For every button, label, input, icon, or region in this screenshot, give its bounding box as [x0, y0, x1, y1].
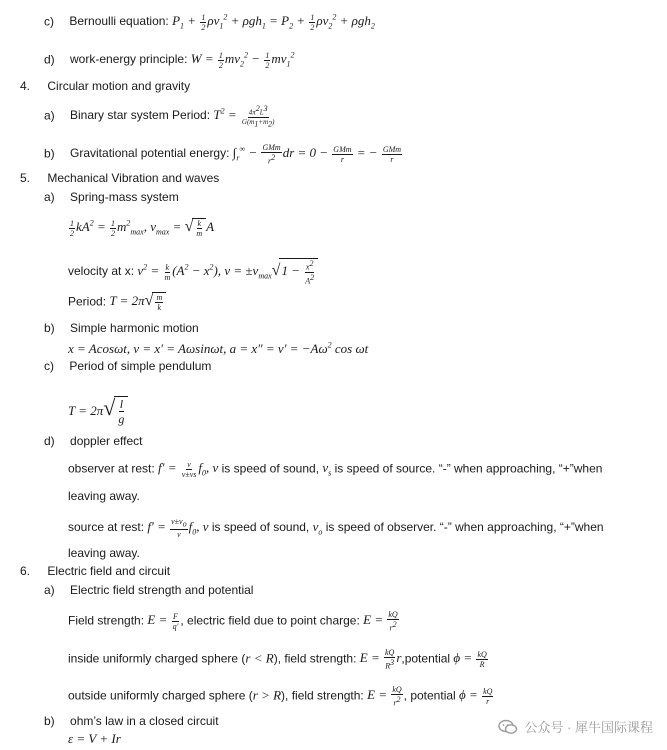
list-marker: a) [44, 583, 55, 597]
doppler-source-line [68, 517, 604, 540]
section-title: Circular motion and gravity [47, 79, 191, 93]
item-5a [44, 189, 179, 205]
field-equation: E = $\frac{F}{q'}$ [147, 611, 179, 631]
field-label: Field strength: [68, 613, 145, 628]
item-label: Spring-mass system [70, 190, 179, 204]
source-text: is speed of sound, [211, 519, 310, 534]
velocity-label: velocity at x: [68, 264, 135, 279]
list-marker: b) [44, 714, 55, 728]
observer-equation: f′ = $\frac{v}{v\pm vs}$ $f_0$, v [158, 460, 219, 479]
section-number: 5. [20, 171, 31, 185]
source-text: is speed of observer. “-” when approaching, “+”when [325, 519, 604, 534]
item-label: work-energy principle: [70, 52, 188, 67]
item-label: Electric field strength and potential [70, 583, 254, 597]
field-text: , electric field due to point charge: [180, 613, 360, 628]
source-continuation: leaving away. [68, 546, 140, 560]
outside-text: outside uniformly charged sphere ( [68, 688, 253, 703]
velocity-line [68, 258, 318, 285]
item-label: Simple harmonic motion [70, 321, 199, 335]
item-5c [44, 358, 211, 374]
item-3c [44, 10, 375, 35]
period-label: Period: [68, 294, 107, 309]
item-label: Binary star system Period: [70, 108, 211, 123]
section-4-heading [20, 78, 190, 94]
wechat-icon [498, 719, 518, 735]
item-6b [44, 713, 219, 729]
section-title: Electric field and circuit [47, 564, 171, 578]
observer-continuation: leaving away. [68, 489, 140, 503]
inside-text: ), field strength: [273, 651, 357, 666]
spring-energy-equation: $\frac{1}{2}$ $kA^2$ = $\frac{1}{2}$ $m^2_{max}$, $v_{max}$ = √ $\frac{k}{m}$ A [70, 218, 215, 238]
source-equation: f′ = $\frac{v\pm v_o}{v}$ $f_0$, v [147, 517, 209, 539]
outside-potential-equation: ϕ = $\frac{kQ}{r}$ [459, 686, 493, 706]
observer-text: is speed of source. “-” when approaching, “+”when [334, 461, 603, 476]
list-marker: b) [44, 146, 55, 161]
binary-star-period-equation: $T^2$ = $\frac{4\pi^2L^3}{G(m_1+m_2)}$ [213, 104, 275, 129]
list-marker: c) [44, 14, 54, 29]
item-label: ohm’s law in a closed circuit [70, 714, 219, 728]
observer-text: is speed of sound, [221, 461, 320, 476]
item-5b [44, 320, 199, 336]
vs-symbol: $v_s$ [322, 460, 332, 479]
item-label: Gravitational potential energy: [70, 146, 230, 161]
bernoulli-equation: $P_1$ + $\frac{1}{2}$ $\rho v_1^2 + \rho gh_1 = P_2$ + $\frac{1}{2}$ $\rho v_2^2 + \rho gh_2$ [172, 12, 375, 32]
period-equation: T = 2π√ $\frac{m}{k}$ [109, 293, 166, 308]
watermark-text: 公众号 · 犀牛国际课程 [524, 720, 653, 735]
inside-potential-equation: ϕ = $\frac{kQ}{R}$ [453, 649, 487, 669]
field-strength-line [68, 610, 400, 633]
item-5d [44, 433, 143, 449]
list-marker: d) [44, 52, 55, 67]
inside-sphere-line: inside uniformly charged sphere (r < R), field strength: E = $\frac{kQ}{R^3}$ r,potential ϕ = $\frac{kQ}{R}$ [68, 648, 487, 671]
gravitational-potential-equation: $\int_r^\infty$ − $\frac{\text{GMm}}{r^2}$ dr = 0 − $\frac{\text{GMm}}{r}$ = − $\frac{\text{GMm}}{r}$ [232, 143, 402, 166]
item-label: Period of simple pendulum [69, 359, 212, 373]
section-5-heading [20, 170, 219, 186]
period-line [68, 292, 166, 312]
outside-text: ), field strength: [281, 688, 364, 703]
inside-field-equation: E = $\frac{kQ}{R^3}$ r [359, 648, 402, 671]
outside-sphere-line: outside uniformly charged sphere (r > R), field strength: E = $\frac{kQ}{r^2}$ , potential ϕ = $\frac{kQ}{r}$ [68, 685, 493, 708]
item-3d [44, 48, 294, 73]
section-number: 4. [20, 79, 31, 93]
list-marker: c) [44, 359, 54, 373]
observer-label: observer at rest: [68, 461, 155, 476]
section-6-heading [20, 563, 170, 579]
pendulum-equation: T = 2π√ $\frac{l}{g}$ [68, 396, 128, 426]
doppler-observer-line [68, 460, 602, 482]
inside-text: inside uniformly charged sphere ( [68, 651, 246, 666]
work-energy-equation: W = $\frac{1}{2}$ $mv_2^2$ − $\frac{1}{2}$ $mv_1^2$ [190, 50, 295, 70]
section-title: Mechanical Vibration and waves [47, 171, 220, 185]
item-label: Bernoulli equation: [69, 14, 169, 29]
potential-label: , potential [403, 688, 456, 703]
potential-label: ,potential [401, 651, 451, 666]
watermark [498, 717, 653, 736]
item-label: doppler effect [70, 434, 143, 448]
section-number: 6. [20, 564, 31, 578]
list-marker: b) [44, 321, 55, 335]
ohm-equation: ε = V + Ir [68, 731, 121, 746]
item-6a [44, 582, 253, 598]
item-4b [44, 142, 403, 167]
list-marker: a) [44, 108, 55, 123]
outside-field-equation: E = $\frac{kQ}{r^2}$ [367, 685, 402, 708]
source-label: source at rest: [68, 519, 145, 534]
shm-equation: x = Acosωt, v = x′ = Aωsinωt, $a = x'' = v' = -A\omega^2$ cos ωt [68, 341, 369, 357]
item-4a [44, 104, 277, 129]
vo-symbol: $v_o$ [312, 518, 323, 537]
list-marker: d) [44, 434, 55, 448]
point-charge-equation: E = $\frac{kQ}{r^2}$ [363, 610, 398, 633]
list-marker: a) [44, 190, 55, 204]
velocity-equation: $v^2$ = $\frac{k}{m}$ $(A^2 - x^2)$, $v = \pm v_{max}√1$ − $\frac{x^2}{A^2}$ [137, 263, 318, 278]
